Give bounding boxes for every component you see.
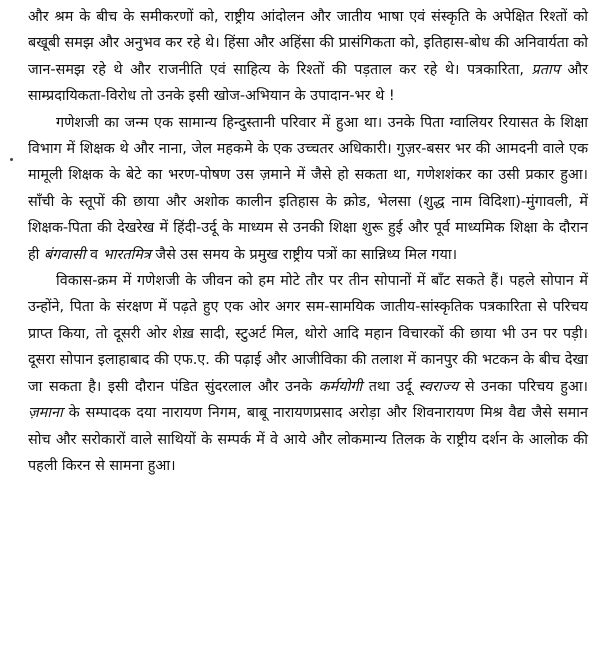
paragraph-1-text-end: और साम्प्रदायिकता-विरोध तो उनके इसी खोज-अभियान के उपादान-भर थे ! <box>28 61 588 105</box>
italic-title-swarajya: स्वराज्य <box>418 378 459 395</box>
italic-title-bangvasi: बंगवासी <box>43 246 86 263</box>
paragraph-1-text: और श्रम के बीच के समीकरणों को, राष्ट्रीय आंदोलन और जातीय भाषा एवं संस्कृति के अपेक्षित रिश्तों को बखूबी समझ और अनुभव कर रहे थे। हिंसा और अहिंसा की प्रासंगिकता को, इतिहास-बोध की अनिवार्यता को जान-समझ रहे थे और राजनीति एवं साहित्य के रिश्तों की पड़ताल कर रहे थे। पत्रकारिता, <box>28 9 588 78</box>
margin-mark <box>10 158 13 161</box>
paragraph-3-text: विकास-क्रम में गणेशजी के जीवन को हम मोटे तौर पर तीन सोपानों में बाँट सकते हैं। पहले सोपान में उन्होंने, पिता के संरक्षण में पढ़ते हुए एक ओर अगर सम-सामयिक जातीय-सांस्कृतिक पत्रकारिता से परिचय प्राप्त किया, तो दूसरी ओर शेख़ सादी, स्टुअर्ट मिल, थोरो आदि महान विचारकों की छाया भी उन पर पड़ी। दूसरा सोपान इलाहाबाद की एफ.ए. की पढ़ाई और आजीविका की तलाश में कानपुर की भटकन के बीच देखा जा सकता है। इसी दौरान पंडित सुंदरलाल और उनके <box>28 273 588 395</box>
paragraph-3-text-2: तथा उर्दू <box>362 378 419 395</box>
paragraph-3-text-3: से उनका परिचय हुआ। <box>458 378 588 395</box>
italic-title-karmayogi: कर्मयोगी <box>318 378 363 395</box>
paragraph-3 <box>28 268 588 479</box>
document-page <box>28 4 588 479</box>
italic-title-zamana: ज़माना <box>28 405 63 422</box>
paragraph-2-text: गणेशजी का जन्म एक सामान्य हिन्दुस्तानी परिवार में हुआ था। उनके पिता ग्वालियर रियासत के शिक्षा विभाग में शिक्षक थे और नाना, जेल महकमे के एक उच्चतर अधिकारी। गुज़र-बसर भर की आमदनी वाले एक मामूली शिक्षक के बेटे का भरण-पोषण उस ज़माने में जैसे हो सकता था, गणेशशंकर का उसी प्रकार हुआ। साँची के स्तूपों की छाया और अशोक कालीन इतिहास के क्रोड, भेलसा (शुद्ध नाम विदिशा)-मुंगावली, में शिक्षक-पिता की देखरेख में हिंदी-उर्दू के माध्यम से उनकी शिक्षा शुरू हुई और पूर्व माध्यमिक शिक्षा के दौरान ही <box>28 114 588 263</box>
paragraph-2 <box>28 110 588 268</box>
italic-title-pratap: प्रताप <box>531 61 560 78</box>
paragraph-2-text-end: जैसे उस समय के प्रमुख राष्ट्रीय पत्रों का सान्निध्य मिल गया। <box>150 246 458 263</box>
paragraph-1 <box>28 4 588 110</box>
italic-title-bharatmitra: भारतमित्र <box>102 246 151 263</box>
paragraph-3-text-end: के सम्पादक दया नारायण निगम, बाबू नारायणप्रसाद अरोड़ा और शिवनारायण मिश्र वैद्य जैसे समान सोच और सरोकारों वाले साथियों के सम्पर्क में वे आये और लोकमान्य तिलक के राष्ट्रीय दर्शन के आलोक की पहली किरन से सामना हुआ। <box>28 405 588 474</box>
paragraph-2-conj: व <box>85 246 103 263</box>
